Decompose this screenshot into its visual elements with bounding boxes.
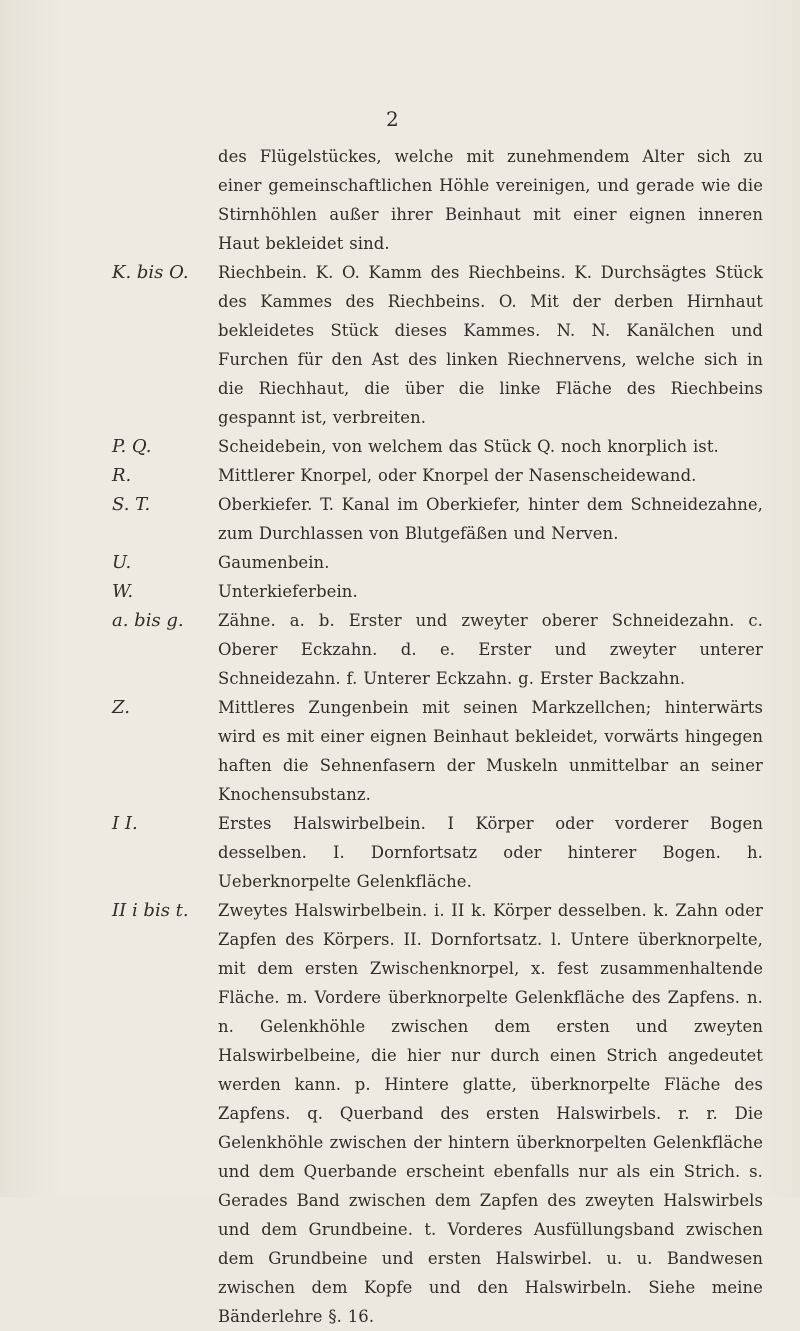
entry-text: Gaumenbein. (218, 553, 330, 572)
list-item (0, 896, 800, 1331)
entry-label: II i bis t. (112, 900, 189, 921)
list-item (0, 142, 800, 258)
list-item (0, 432, 800, 461)
entry-label: Z. (112, 697, 130, 718)
entry-text: Zähne. a. b. Erster und zweyter oberer Schneidezahn. c. Oberer Eckzahn. d. e. Erster und zweyter unterer Schneidezahn. f. Unterer Eckzahn. g. Erster Backzahn. (218, 611, 763, 688)
entry-label: K. bis O. (112, 262, 189, 283)
entry-text: des Flügelstückes, welche mit zunehmendem Alter sich zu einer gemeinschaftlichen Höhle vereinigen, und gerade wie die Stirnhöhlen außer ihrer Beinhaut mit einer eignen inneren Haut bekleidet sind. (218, 147, 763, 253)
list-item (0, 606, 800, 693)
list-item (0, 258, 800, 432)
entry-text: Scheidebein, von welchem das Stück Q. noch knorplich ist. (218, 437, 719, 456)
entry-text: Zweytes Halswirbelbein. i. II k. Körper desselben. k. Zahn oder Zapfen des Körpers. II. Dornfortsatz. l. Untere überknorpelte, mit dem ersten Zwischenknorpel, x. fest zusammenhaltende Fläche. m. Vordere überknorpelte Gelenkfläche des Zapfens. n. n. Gelenkhöhle zwischen dem ersten und zweyten Halswirbelbeine, die hier nur durch einen Strich angedeutet werden kann. p. Hintere glatte, überknorpelte Fläche des Zapfens. q. Querband des ersten Halswirbels. r. r. Die Gelenkhöhle zwischen der hintern überknorpelten Gelenkfläche und dem Querbande erscheint ebenfalls nur als ein Strich. s. Gerades Band zwischen dem Zapfen des zweyten Halswirbels und dem Grundbeine. t. Vorderes Ausfüllungsband zwischen dem Grundbeine und ersten Halswirbel. u. u. Bandwesen zwischen dem Kopfe und den Halswirbeln. Siehe meine Bänderlehre §. 16. (218, 901, 763, 1326)
page-number: 2 (386, 107, 399, 131)
entry-label: U. (112, 552, 132, 573)
entry-text: Riechbein. K. O. Kamm des Riechbeins. K. Durchsägtes Stück des Kammes des Riechbeins. O. Mit der derben Hirnhaut bekleidetes Stück dieses Kammes. N. N. Kanälchen und Furchen für den Ast des linken Riechnervens, welche sich in die Riechhaut, die über die linke Fläche des Riechbeins gespannt ist, verbreiten. (218, 263, 763, 427)
entry-label: I I. (112, 813, 138, 834)
entry-label: R. (112, 465, 132, 486)
legend-list (0, 142, 800, 1331)
entry-text: Erstes Halswirbelbein. I Körper oder vorderer Bogen desselben. I. Dornfortsatz oder hinterer Bogen. h. Ueberknorpelte Gelenkfläche. (218, 814, 763, 891)
entry-label: W. (112, 581, 134, 602)
list-item (0, 548, 800, 577)
entry-label: a. bis g. (112, 610, 184, 631)
entry-text: Mittleres Zungenbein mit seinen Markzellchen; hinterwärts wird es mit einer eignen Beinhaut bekleidet, vorwärts hingegen haften die Sehnenfasern der Muskeln unmittelbar an seiner Knochensubstanz. (218, 698, 763, 804)
list-item (0, 809, 800, 896)
entry-text: Oberkiefer. T. Kanal im Oberkiefer, hinter dem Schneidezahne, zum Durchlassen von Blutgefäßen und Nerven. (218, 495, 763, 543)
list-item (0, 461, 800, 490)
entry-text: Unterkieferbein. (218, 582, 358, 601)
entry-text: Mittlerer Knorpel, oder Knorpel der Nasenscheidewand. (218, 466, 697, 485)
list-item (0, 693, 800, 809)
entry-label: P. Q. (112, 436, 152, 457)
entry-label: S. T. (112, 494, 151, 515)
list-item (0, 577, 800, 606)
list-item (0, 490, 800, 548)
